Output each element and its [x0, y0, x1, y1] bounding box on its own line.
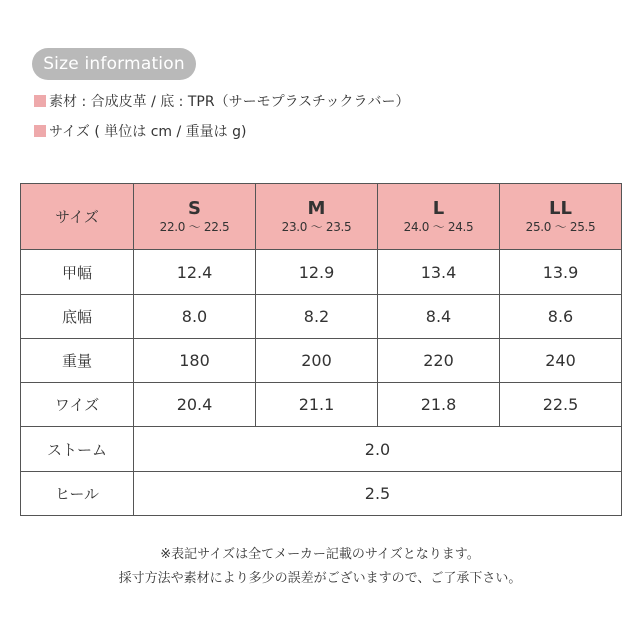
table-row	[21, 427, 622, 471]
note-line-2: 採寸方法や素材により多少の誤差がございますので、ご了承下さい。	[118, 571, 522, 586]
cell-value: 180	[134, 338, 256, 382]
size-column-s	[134, 184, 256, 250]
size-range: 23.0 ～ 23.5	[281, 219, 352, 234]
merged-cell-value: 2.0	[134, 427, 622, 471]
merged-cell-value: 2.5	[134, 471, 622, 515]
cell-value: 12.4	[134, 250, 256, 294]
table-row	[21, 250, 622, 294]
size-table	[20, 183, 622, 516]
size-column-l	[378, 184, 500, 250]
row-label: 底幅	[21, 294, 134, 338]
cell-value: 240	[500, 338, 622, 382]
size-name: L	[432, 197, 445, 219]
size-column-ll	[500, 184, 622, 250]
size-header-label: サイズ	[21, 184, 134, 250]
size-column-m	[256, 184, 378, 250]
size-name: M	[307, 197, 326, 219]
table-row	[21, 383, 622, 427]
cell-value: 20.4	[134, 383, 256, 427]
row-label: ヒール	[21, 471, 134, 515]
size-range: 24.0 ～ 24.5	[403, 219, 474, 234]
table-row	[21, 338, 622, 382]
row-label: 甲幅	[21, 250, 134, 294]
size-range: 25.0 ～ 25.5	[525, 219, 596, 234]
cell-value: 220	[378, 338, 500, 382]
cell-value: 200	[256, 338, 378, 382]
cell-value: 8.4	[378, 294, 500, 338]
size-range: 22.0 ～ 22.5	[159, 219, 230, 234]
note-line-1: ※表記サイズは全てメーカー記載のサイズとなります。	[160, 547, 480, 562]
table-row	[21, 294, 622, 338]
row-label: ワイズ	[21, 383, 134, 427]
cell-value: 13.4	[378, 250, 500, 294]
material-spec	[34, 93, 409, 111]
cell-value: 13.9	[500, 250, 622, 294]
size-unit-spec	[34, 123, 246, 141]
cell-value: 8.2	[256, 294, 378, 338]
size-information-badge: Size information	[32, 48, 196, 80]
cell-value: 21.1	[256, 383, 378, 427]
row-label: 重量	[21, 338, 134, 382]
material-text: 素材 : 合成皮革 / 底 : TPR（サーモプラスチックラバー）	[49, 94, 410, 110]
cell-value: 12.9	[256, 250, 378, 294]
bullet-square-icon	[34, 125, 46, 137]
row-label: ストーム	[21, 427, 134, 471]
size-name: LL	[549, 197, 572, 219]
cell-value: 22.5	[500, 383, 622, 427]
cell-value: 8.0	[134, 294, 256, 338]
bullet-square-icon	[34, 95, 46, 107]
cell-value: 8.6	[500, 294, 622, 338]
size-header-row	[21, 184, 622, 250]
size-unit-text: サイズ ( 単位は cm / 重量は g)	[49, 124, 247, 140]
table-row	[21, 471, 622, 515]
size-name: S	[188, 197, 201, 219]
cell-value: 21.8	[378, 383, 500, 427]
